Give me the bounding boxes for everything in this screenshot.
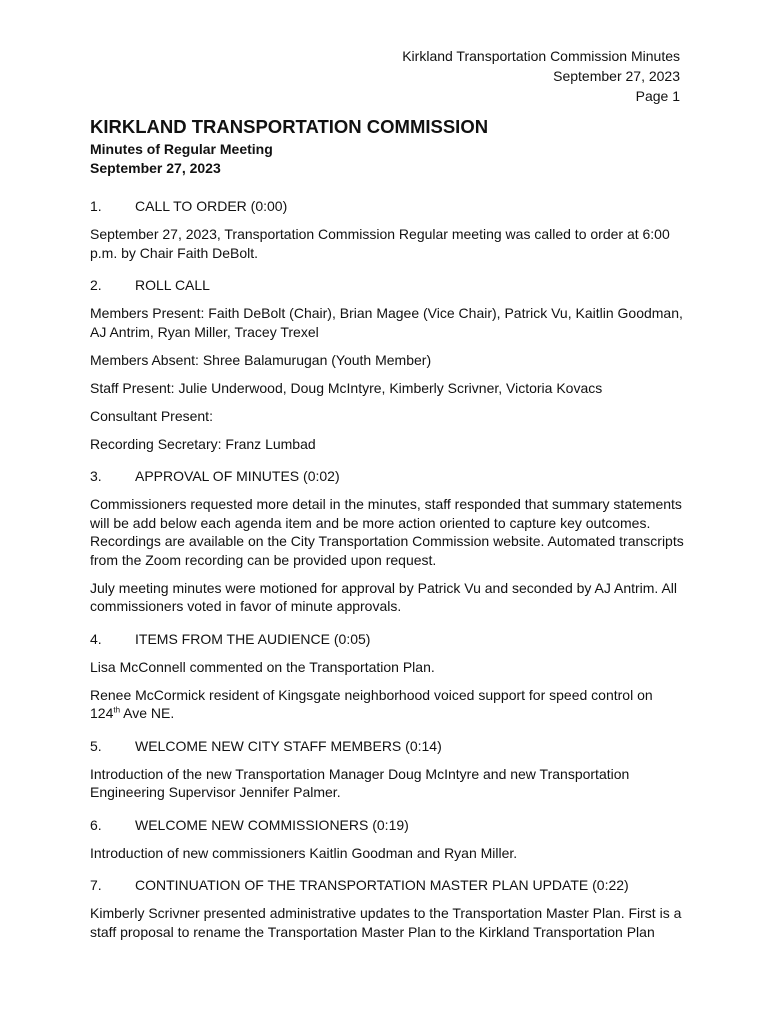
section-number: 2. — [90, 277, 102, 293]
document-subtitle: Minutes of Regular Meeting — [90, 141, 273, 157]
section-number: 5. — [90, 737, 102, 754]
paragraph: Introduction of new commissioners Kaitlin Goodman and Ryan Miller. — [90, 844, 518, 861]
paragraph: Commissioners requested more detail in the minutes, staff responded that summary statements will be add below each agenda item and be more action oriented to capture key outcomes. Recordings are available on the City Transportation Commission website. Automated transcripts from the Zoom recording can be provided upon request. — [90, 496, 684, 568]
section-title: WELCOME NEW CITY STAFF MEMBERS (0:14) — [135, 737, 442, 754]
section-heading-welcome-commissioners — [90, 816, 686, 835]
section-title: ITEMS FROM THE AUDIENCE (0:05) — [135, 630, 371, 647]
section-number: 1. — [90, 198, 102, 214]
section-number: 7. — [90, 877, 102, 893]
paragraph: September 27, 2023, Transportation Commission Regular meeting was called to order at 6:00 p.m. by Chair Faith DeBolt. — [90, 226, 670, 261]
section-heading-roll-call — [90, 276, 686, 295]
paragraph: July meeting minutes were motioned for approval by Patrick Vu and seconded by AJ Antrim. All commissioners voted in favor of minute approvals. — [90, 579, 678, 614]
consultant-present: Consultant Present: — [90, 407, 213, 424]
section-heading-welcome-staff — [90, 737, 686, 756]
section-title: ROLL CALL — [135, 277, 210, 293]
section-title: CONTINUATION OF THE TRANSPORTATION MASTER PLAN UPDATE (0:22) — [135, 877, 629, 893]
paragraph — [90, 686, 686, 723]
section-heading-items-from-audience — [90, 630, 686, 649]
header-page-number: Page 1 — [635, 88, 680, 104]
recording-secretary: Recording Secretary: Franz Lumbad — [90, 435, 316, 452]
section-title: CALL TO ORDER (0:00) — [135, 198, 288, 214]
section-heading-call-to-order — [90, 197, 686, 216]
document-title: KIRKLAND TRANSPORTATION COMMISSION — [90, 116, 489, 137]
section-number: 4. — [90, 630, 102, 647]
paragraph: Lisa McConnell commented on the Transportation Plan. — [90, 658, 435, 675]
section-title: APPROVAL OF MINUTES (0:02) — [135, 468, 340, 484]
document-date: September 27, 2023 — [90, 159, 221, 176]
ordinal-suffix: th — [113, 705, 121, 715]
section-title: WELCOME NEW COMMISSIONERS (0:19) — [135, 816, 409, 833]
paragraph: Kimberly Scrivner presented administrative updates to the Transportation Master Plan. First is a staff proposal to rename the Transportation Master Plan to the Kirkland Transportation Plan — [90, 905, 682, 940]
header-document-title: Kirkland Transportation Commission Minutes — [402, 48, 680, 64]
paragraph-text: Renee McCormick resident of Kingsgate neighborhood voiced support for speed control on 124 — [90, 686, 653, 721]
section-heading-approval-of-minutes — [90, 467, 686, 486]
staff-present: Staff Present: Julie Underwood, Doug McIntyre, Kimberly Scrivner, Victoria Kovacs — [90, 379, 603, 396]
page-header — [260, 46, 680, 106]
paragraph: Introduction of the new Transportation Manager Doug McIntyre and new Transportation Engineering Supervisor Jennifer Palmer. — [90, 765, 630, 800]
document-body — [90, 116, 686, 941]
header-date: September 27, 2023 — [553, 68, 680, 84]
members-present: Members Present: Faith DeBolt (Chair), Brian Magee (Vice Chair), Patrick Vu, Kaitlin Goodman, AJ Antrim, Ryan Miller, Tracey Trexel — [90, 305, 683, 340]
section-number: 3. — [90, 468, 102, 484]
paragraph-text: Ave NE. — [120, 705, 175, 721]
members-absent: Members Absent: Shree Balamurugan (Youth Member) — [90, 351, 432, 368]
section-number: 6. — [90, 816, 102, 833]
section-heading-transportation-master-plan — [90, 876, 686, 895]
